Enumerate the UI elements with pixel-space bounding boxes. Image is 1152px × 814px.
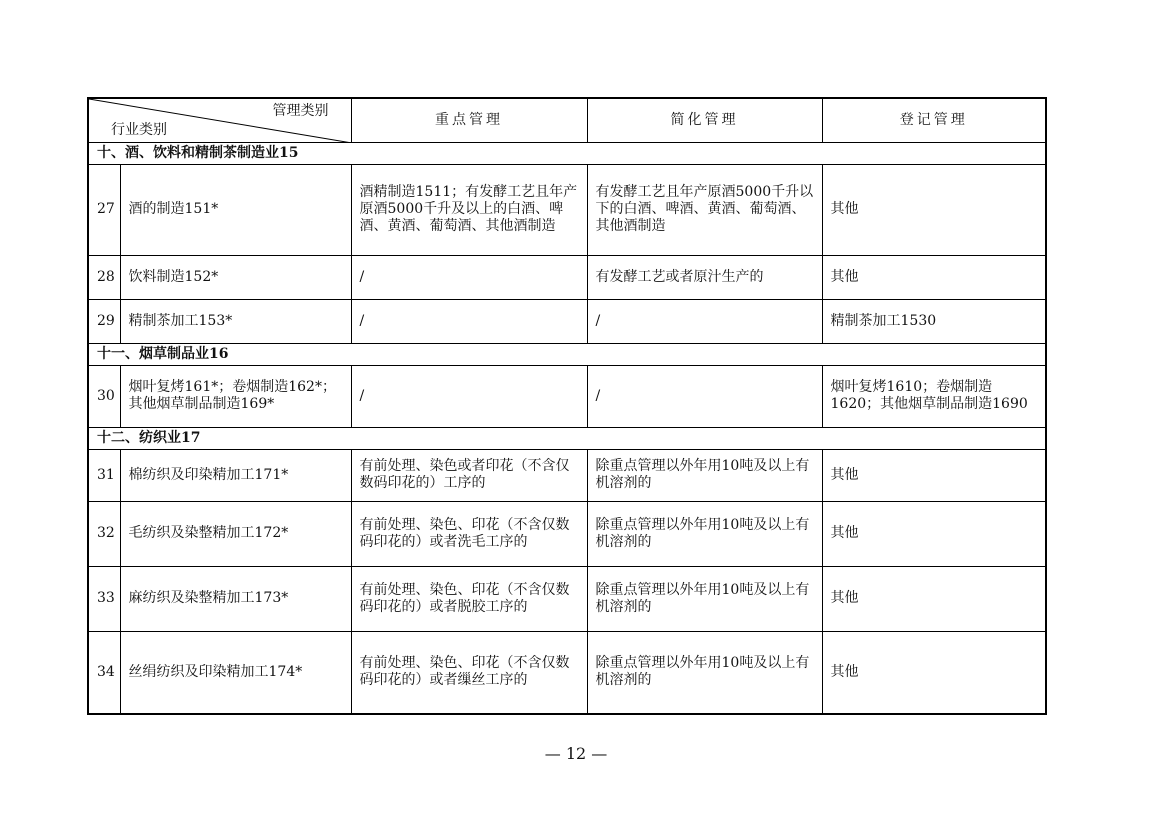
column-header-register: 登记管理: [822, 98, 1046, 142]
table-row: [88, 365, 1046, 427]
row-number: 34: [88, 631, 120, 714]
column-header-key: 重点管理: [351, 98, 587, 142]
table-row: [88, 501, 1046, 566]
register-management-cell: 其他: [822, 566, 1046, 631]
industry-category-label: 行业类别: [111, 121, 167, 138]
industry-cell: 麻纺织及染整精加工173*: [120, 566, 351, 631]
column-header-simplified: 简化管理: [587, 98, 822, 142]
key-management-cell: /: [351, 255, 587, 299]
register-management-cell: 其他: [822, 164, 1046, 255]
section-row: [88, 427, 1046, 449]
key-management-cell: 有前处理、染色、印花（不含仅数码印花的）或者缫丝工序的: [351, 631, 587, 714]
section-title: 十二、纺织业17: [88, 427, 1046, 449]
simplified-management-cell: 除重点管理以外年用10吨及以上有机溶剂的: [587, 631, 822, 714]
industry-cell: 饮料制造152*: [120, 255, 351, 299]
simplified-management-cell: /: [587, 365, 822, 427]
table-header-row: [88, 98, 1046, 142]
key-management-cell: /: [351, 365, 587, 427]
row-number: 29: [88, 299, 120, 343]
register-management-cell: 其他: [822, 255, 1046, 299]
section-row: [88, 142, 1046, 164]
diagonal-header-cell: [88, 98, 351, 142]
table-row: [88, 566, 1046, 631]
row-number: 28: [88, 255, 120, 299]
industry-cell: 毛纺织及染整精加工172*: [120, 501, 351, 566]
key-management-cell: 有前处理、染色、印花（不含仅数码印花的）或者脱胶工序的: [351, 566, 587, 631]
table-row: [88, 631, 1046, 714]
section-title: 十、酒、饮料和精制茶制造业15: [88, 142, 1046, 164]
table-row: [88, 255, 1046, 299]
key-management-cell: 酒精制造1511；有发酵工艺且年产原酒5000千升及以上的白酒、啤酒、黄酒、葡萄酒、其他酒制造: [351, 164, 587, 255]
key-management-cell: /: [351, 299, 587, 343]
management-category-label: 管理类别: [272, 103, 329, 119]
table-row: [88, 449, 1046, 501]
register-management-cell: 精制茶加工1530: [822, 299, 1046, 343]
table-row: [88, 299, 1046, 343]
page-number: — 12 —: [544, 744, 608, 763]
register-management-cell: 其他: [822, 631, 1046, 714]
register-management-cell: 烟叶复烤1610；卷烟制造1620；其他烟草制品制造1690: [822, 365, 1046, 427]
register-management-cell: 其他: [822, 449, 1046, 501]
section-row: [88, 343, 1046, 365]
row-number: 30: [88, 365, 120, 427]
simplified-management-cell: 除重点管理以外年用10吨及以上有机溶剂的: [587, 449, 822, 501]
industry-cell: 丝绢纺织及印染精加工174*: [120, 631, 351, 714]
industry-cell: 烟叶复烤161*；卷烟制造162*；其他烟草制品制造169*: [120, 365, 351, 427]
industry-cell: 精制茶加工153*: [120, 299, 351, 343]
section-title: 十一、烟草制品业16: [88, 343, 1046, 365]
simplified-management-cell: 除重点管理以外年用10吨及以上有机溶剂的: [587, 566, 822, 631]
key-management-cell: 有前处理、染色或者印花（不含仅数码印花的）工序的: [351, 449, 587, 501]
simplified-management-cell: 有发酵工艺或者原汁生产的: [587, 255, 822, 299]
register-management-cell: 其他: [822, 501, 1046, 566]
row-number: 33: [88, 566, 120, 631]
industry-management-table: [87, 97, 1047, 715]
industry-cell: 酒的制造151*: [120, 164, 351, 255]
simplified-management-cell: 有发酵工艺且年产原酒5000千升以下的白酒、啤酒、黄酒、葡萄酒、其他酒制造: [587, 164, 822, 255]
simplified-management-cell: 除重点管理以外年用10吨及以上有机溶剂的: [587, 501, 822, 566]
simplified-management-cell: /: [587, 299, 822, 343]
industry-cell: 棉纺织及印染精加工171*: [120, 449, 351, 501]
row-number: 27: [88, 164, 120, 255]
row-number: 31: [88, 449, 120, 501]
key-management-cell: 有前处理、染色、印花（不含仅数码印花的）或者洗毛工序的: [351, 501, 587, 566]
table-row: [88, 164, 1046, 255]
row-number: 32: [88, 501, 120, 566]
